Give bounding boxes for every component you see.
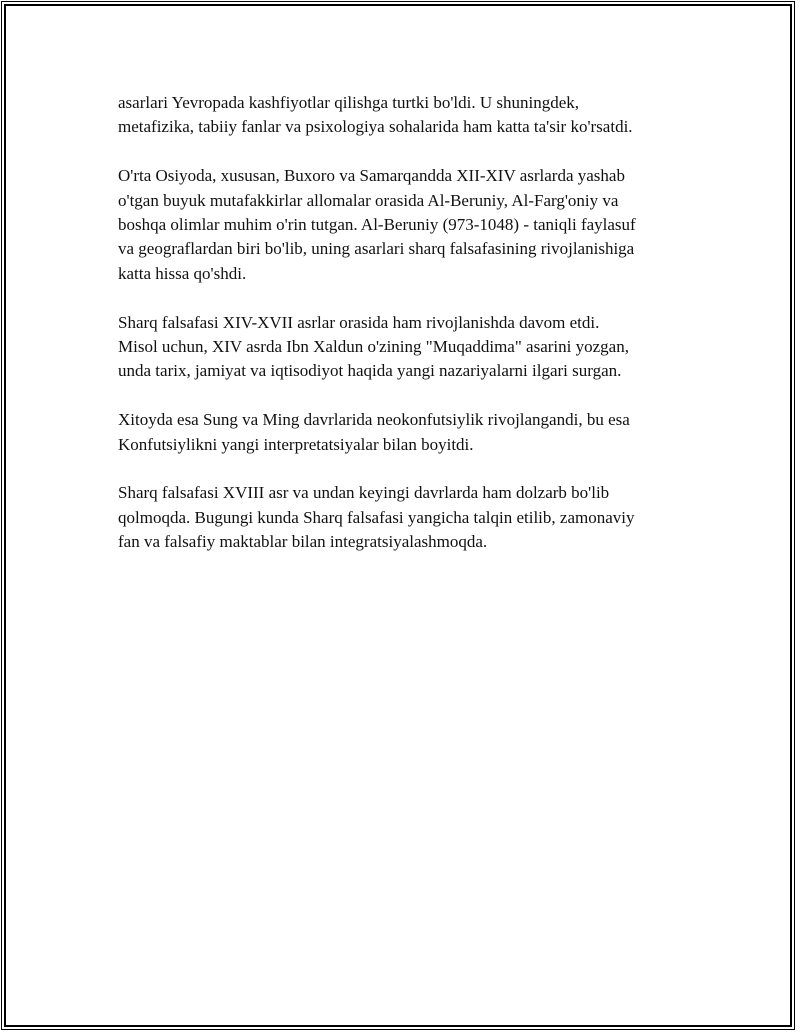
document-body <box>118 91 698 579</box>
paragraph: asarlari Yevropada kashfiyotlar qilishga turtki bo'ldi. U shuningdek, metafizika, tabiiy fanlar va psixologiya sohalarida ham katta ta'sir ko'rsatdi. <box>118 93 633 137</box>
paragraph: O'rta Osiyoda, xususan, Buxoro va Samarqandda XII-XIV asrlarda yashab o'tgan buyuk mutafakkirlar allomalar orasida Al-Beruniy, Al-Farg'oniy va boshqa olimlar muhim o'rin tutgan. Al-Beruniy (973-1048) - taniqli faylasuf va geograflardan biri bo'lib, uning asarlari sharq falsafasining rivojlanishiga katta hissa qo'shdi. <box>118 166 636 283</box>
paragraph: Sharq falsafasi XVIII asr va undan keyingi davrlarda ham dolzarb bo'lib qolmoqda. Bugungi kunda Sharq falsafasi yangicha talqin etilib, zamonaviy fan va falsafiy maktablar bilan integratsiyalashmoqda. <box>118 483 635 552</box>
paragraph: Xitoyda esa Sung va Ming davrlarida neokonfutsiylik rivojlangandi, bu esa Konfutsiylikni yangi interpretatsiyalar bilan boyitdi. <box>118 410 630 454</box>
paragraph: Sharq falsafasi XIV-XVII asrlar orasida ham rivojlanishda davom etdi. Misol uchun, XIV asrda Ibn Xaldun o'zining "Muqaddima" asarini yozgan, unda tarix, jamiyat va iqtisodiyot haqida yangi nazariyalarni ilgari surgan. <box>118 312 629 381</box>
